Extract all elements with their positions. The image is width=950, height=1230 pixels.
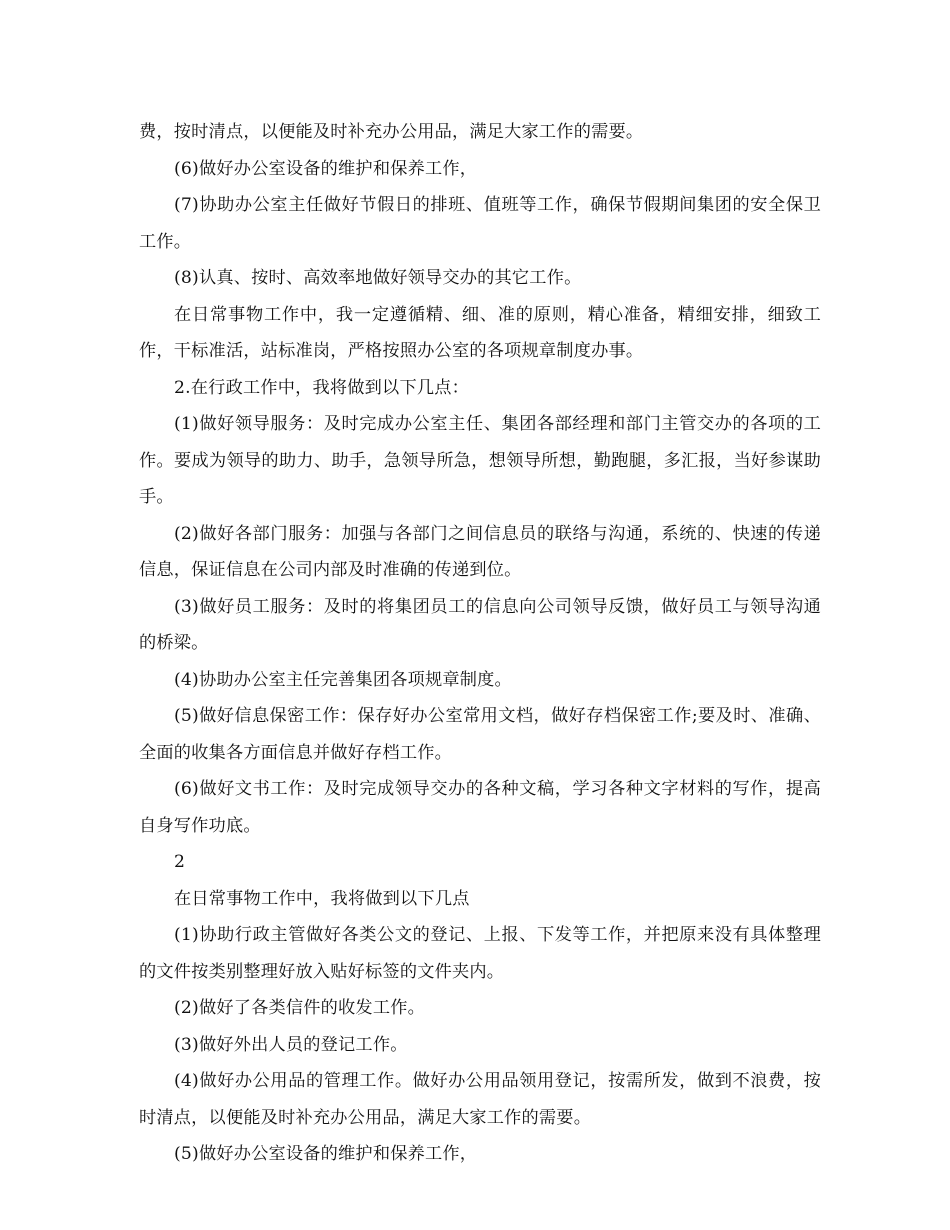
paragraph: (4)协助办公室主任完善集团各项规章制度。 xyxy=(174,669,512,690)
paragraph: (5)做好信息保密工作：保存好办公室常用文档，做好存档保密工作;要及时、准确、全面的收集各方面信息并做好存档工作。 xyxy=(139,706,821,763)
paragraph: (2)做好各部门服务：加强与各部门之间信息员的联络与沟通，系统的、快速的传递信息，保证信息在公司内部及时准确的传递到位。 xyxy=(139,523,821,580)
section-heading: 2.在行政工作中，我将做到以下几点： xyxy=(174,377,470,398)
paragraph: (1)协助行政主管做好各类公文的登记、上报、下发等工作，并把原来没有具体整理的文件按类别整理好放入贴好标签的文件夹内。 xyxy=(139,925,821,982)
section-number: 2 xyxy=(174,852,186,872)
paragraph: (6)做好办公室设备的维护和保养工作， xyxy=(174,158,478,179)
paragraph: (5)做好办公室设备的维护和保养工作， xyxy=(174,1144,478,1164)
paragraph: (4)做好办公用品的管理工作。做好办公用品领用登记，按需所发，做到不浪费，按时清点，以便能及时补充办公用品，满足大家工作的需要。 xyxy=(139,1071,821,1128)
paragraph: 在日常事物工作中，我一定遵循精、细、准的原则，精心准备，精细安排，细致工作，干标准活，站标准岗，严格按照办公室的各项规章制度办事。 xyxy=(139,304,821,361)
paragraph: (6)做好文书工作：及时完成领导交办的各种文稿，学习各种文字材料的写作，提高自身写作功底。 xyxy=(139,779,821,836)
paragraph: (8)认真、按时、高效率地做好领导交办的其它工作。 xyxy=(174,268,582,288)
paragraph: (2)做好了各类信件的收发工作。 xyxy=(174,998,425,1018)
section-heading: 在日常事物工作中，我将做到以下几点 xyxy=(174,888,470,909)
paragraph: (1)做好领导服务：及时完成办公室主任、集团各部经理和部门主管交办的各项的工作。要成为领导的助力、助手，急领导所急，想领导所想，勤跑腿，多汇报，当好参谋助手。 xyxy=(139,414,821,507)
paragraph: 费，按时清点，以便能及时补充办公用品，满足大家工作的需要。 xyxy=(139,122,644,142)
paragraph: (3)做好外出人员的登记工作。 xyxy=(174,1034,408,1055)
paragraph: (3)做好员工服务：及时的将集团员工的信息向公司领导反馈，做好员工与领导沟通的桥梁。 xyxy=(139,596,821,653)
document-body xyxy=(139,114,821,1173)
paragraph: (7)协助办公室主任做好节假日的排班、值班等工作，确保节假期间集团的安全保卫工作。 xyxy=(139,195,821,252)
